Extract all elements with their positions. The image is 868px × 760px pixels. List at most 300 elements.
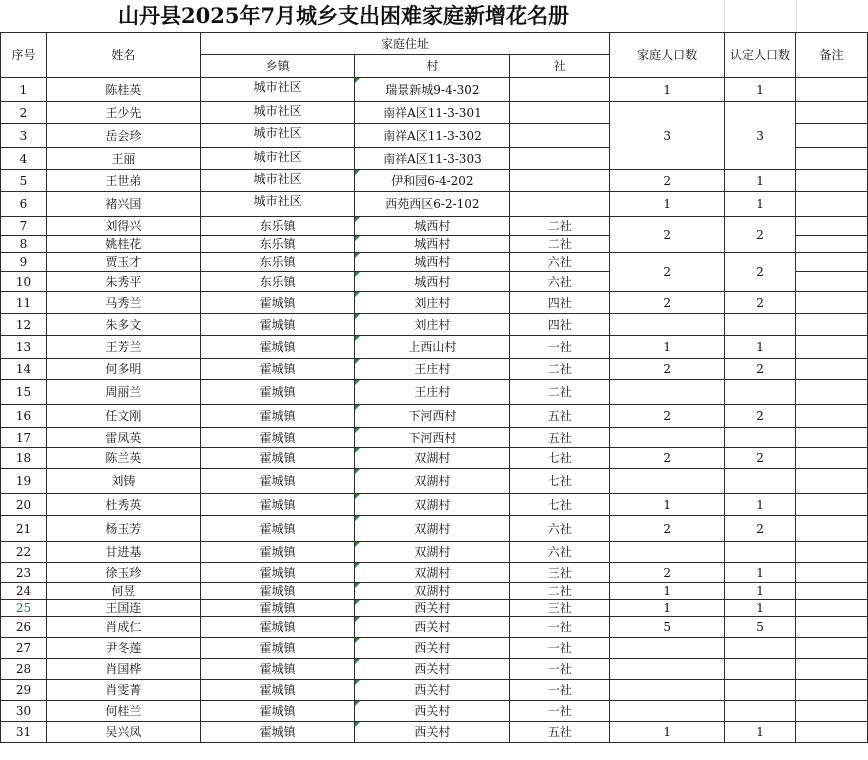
row-community[interactable]: 四社 <box>510 314 610 336</box>
row-village-text: 南祥A区11-3-302 <box>383 128 482 143</box>
row-recognized-size[interactable] <box>725 638 796 659</box>
row-remarks[interactable] <box>796 192 868 217</box>
row-community[interactable]: 六社 <box>510 516 610 542</box>
row-recognized-size[interactable] <box>725 542 796 563</box>
table-row[interactable] <box>1 469 868 494</box>
row-township[interactable]: 城市社区 <box>200 102 355 124</box>
row-village[interactable] <box>355 148 510 170</box>
row-township[interactable]: 霍城镇 <box>200 600 355 617</box>
row-family-size[interactable]: 3 <box>610 102 725 170</box>
row-family-size[interactable]: 2 <box>610 448 725 469</box>
cell-marker-icon <box>355 516 360 521</box>
table-row[interactable] <box>1 659 868 680</box>
row-village-text: 王庄村 <box>414 385 451 399</box>
row-name[interactable]: 尹冬莲 <box>46 638 200 659</box>
row-name[interactable]: 周丽兰 <box>46 380 200 405</box>
row-township[interactable]: 霍城镇 <box>200 336 355 359</box>
row-village[interactable] <box>355 253 510 272</box>
row-community[interactable] <box>510 170 610 192</box>
row-community[interactable]: 七社 <box>510 494 610 516</box>
row-township[interactable]: 霍城镇 <box>200 722 355 743</box>
row-community[interactable]: 三社 <box>510 563 610 583</box>
row-recognized-size[interactable] <box>725 659 796 680</box>
row-community[interactable] <box>510 148 610 170</box>
row-name[interactable]: 岳会珍 <box>46 124 200 148</box>
row-township[interactable]: 霍城镇 <box>200 494 355 516</box>
row-remarks[interactable] <box>796 380 868 405</box>
row-village[interactable] <box>355 405 510 428</box>
row-family-size[interactable] <box>610 638 725 659</box>
row-remarks[interactable] <box>796 336 868 359</box>
row-name[interactable]: 陈兰英 <box>46 448 200 469</box>
row-recognized-size[interactable]: 1 <box>725 600 796 617</box>
row-family-size[interactable] <box>610 659 725 680</box>
row-seq[interactable]: 16 <box>1 405 47 428</box>
row-name[interactable]: 刘得兴 <box>46 217 200 236</box>
header-address[interactable]: 家庭住址 <box>200 33 610 55</box>
row-township[interactable]: 城市社区 <box>200 148 355 170</box>
row-village[interactable] <box>355 617 510 638</box>
row-community[interactable]: 二社 <box>510 380 610 405</box>
row-village[interactable] <box>355 469 510 494</box>
row-remarks[interactable] <box>796 428 868 448</box>
row-community[interactable] <box>510 124 610 148</box>
row-recognized-size[interactable] <box>725 314 796 336</box>
row-seq[interactable]: 18 <box>1 448 47 469</box>
table-row[interactable] <box>1 217 868 236</box>
row-remarks[interactable] <box>796 78 868 102</box>
row-family-size[interactable]: 1 <box>610 78 725 102</box>
row-family-size[interactable] <box>610 314 725 336</box>
cell-marker-icon <box>355 659 360 664</box>
row-village[interactable] <box>355 542 510 563</box>
row-remarks[interactable] <box>796 542 868 563</box>
row-name[interactable]: 肖雯菁 <box>46 680 200 701</box>
table-row[interactable] <box>1 314 868 336</box>
row-remarks[interactable] <box>796 236 868 253</box>
row-village[interactable] <box>355 78 510 102</box>
row-village[interactable] <box>355 272 510 292</box>
row-seq[interactable]: 10 <box>1 272 47 292</box>
row-community[interactable]: 三社 <box>510 600 610 617</box>
row-seq[interactable]: 29 <box>1 680 47 701</box>
row-township[interactable]: 霍城镇 <box>200 314 355 336</box>
row-township[interactable]: 霍城镇 <box>200 292 355 314</box>
row-seq[interactable]: 11 <box>1 292 47 314</box>
row-recognized-size[interactable]: 2 <box>725 448 796 469</box>
row-remarks[interactable] <box>796 405 868 428</box>
row-village[interactable] <box>355 292 510 314</box>
row-seq[interactable]: 21 <box>1 516 47 542</box>
row-seq[interactable]: 5 <box>1 170 47 192</box>
row-seq[interactable]: 13 <box>1 336 47 359</box>
row-seq[interactable]: 1 <box>1 78 47 102</box>
table-row[interactable] <box>1 600 868 617</box>
table-row[interactable] <box>1 563 868 583</box>
row-remarks[interactable] <box>796 701 868 722</box>
row-township[interactable]: 城市社区 <box>200 170 355 192</box>
table-row[interactable] <box>1 448 868 469</box>
row-township[interactable]: 霍城镇 <box>200 428 355 448</box>
row-recognized-size[interactable]: 1 <box>725 583 796 600</box>
table-row[interactable] <box>1 542 868 563</box>
row-township[interactable]: 霍城镇 <box>200 680 355 701</box>
row-community[interactable]: 一社 <box>510 336 610 359</box>
row-seq[interactable]: 22 <box>1 542 47 563</box>
row-seq[interactable]: 26 <box>1 617 47 638</box>
row-family-size[interactable]: 2 <box>610 292 725 314</box>
row-recognized-size[interactable]: 2 <box>725 359 796 380</box>
row-family-size[interactable]: 2 <box>610 217 725 253</box>
cell-marker-icon <box>355 617 360 622</box>
row-name[interactable]: 吴兴凤 <box>46 722 200 743</box>
row-remarks[interactable] <box>796 253 868 272</box>
row-remarks[interactable] <box>796 314 868 336</box>
row-name[interactable]: 贾玉才 <box>46 253 200 272</box>
row-seq[interactable]: 9 <box>1 253 47 272</box>
row-name[interactable]: 刘铸 <box>46 469 200 494</box>
row-community[interactable]: 六社 <box>510 272 610 292</box>
row-name[interactable]: 何桂兰 <box>46 701 200 722</box>
row-remarks[interactable] <box>796 292 868 314</box>
title-gridline <box>796 0 797 32</box>
row-community[interactable]: 二社 <box>510 217 610 236</box>
row-recognized-size[interactable]: 2 <box>725 405 796 428</box>
row-community[interactable]: 五社 <box>510 405 610 428</box>
row-recognized-size[interactable]: 1 <box>725 336 796 359</box>
row-seq[interactable]: 23 <box>1 563 47 583</box>
row-seq[interactable]: 2 <box>1 102 47 124</box>
row-family-size[interactable]: 1 <box>610 192 725 217</box>
row-recognized-size[interactable]: 1 <box>725 192 796 217</box>
row-family-size[interactable]: 1 <box>610 494 725 516</box>
row-remarks[interactable] <box>796 494 868 516</box>
cell-marker-icon <box>355 170 360 175</box>
row-remarks[interactable] <box>796 638 868 659</box>
row-remarks[interactable] <box>796 722 868 743</box>
row-township[interactable]: 东乐镇 <box>200 236 355 253</box>
row-remarks[interactable] <box>796 272 868 292</box>
row-name[interactable]: 王芳兰 <box>46 336 200 359</box>
row-remarks[interactable] <box>796 563 868 583</box>
table-row[interactable] <box>1 516 868 542</box>
cell-marker-icon <box>355 680 360 685</box>
row-family-size[interactable]: 2 <box>610 170 725 192</box>
header-community[interactable]: 社 <box>510 55 610 78</box>
cell-marker-icon <box>355 542 360 547</box>
row-village[interactable] <box>355 336 510 359</box>
row-recognized-size[interactable]: 2 <box>725 516 796 542</box>
row-name[interactable]: 朱秀平 <box>46 272 200 292</box>
row-remarks[interactable] <box>796 124 868 148</box>
row-village[interactable] <box>355 359 510 380</box>
header-family-size[interactable]: 家庭人口数 <box>610 33 725 78</box>
row-recognized-size[interactable]: 3 <box>725 102 796 170</box>
row-village[interactable] <box>355 314 510 336</box>
row-village[interactable] <box>355 638 510 659</box>
row-family-size[interactable]: 2 <box>610 563 725 583</box>
row-village[interactable] <box>355 516 510 542</box>
table-row[interactable] <box>1 494 868 516</box>
row-village[interactable] <box>355 583 510 600</box>
row-seq[interactable]: 12 <box>1 314 47 336</box>
row-recognized-size[interactable]: 2 <box>725 292 796 314</box>
row-seq[interactable]: 25 <box>1 600 47 617</box>
row-community[interactable]: 二社 <box>510 359 610 380</box>
row-township[interactable]: 霍城镇 <box>200 659 355 680</box>
row-village[interactable] <box>355 722 510 743</box>
row-township[interactable]: 东乐镇 <box>200 253 355 272</box>
row-township[interactable]: 霍城镇 <box>200 563 355 583</box>
row-name[interactable]: 甘进基 <box>46 542 200 563</box>
row-family-size[interactable]: 2 <box>610 359 725 380</box>
row-recognized-size[interactable] <box>725 428 796 448</box>
row-family-size[interactable]: 1 <box>610 600 725 617</box>
row-community[interactable]: 六社 <box>510 253 610 272</box>
row-village-text: 城西村 <box>414 219 451 233</box>
row-township[interactable]: 霍城镇 <box>200 638 355 659</box>
row-family-size[interactable] <box>610 680 725 701</box>
row-seq[interactable]: 7 <box>1 217 47 236</box>
table-row[interactable] <box>1 617 868 638</box>
row-village-text: 刘庄村 <box>414 295 451 310</box>
row-name[interactable]: 任文刚 <box>46 405 200 428</box>
row-township[interactable]: 霍城镇 <box>200 469 355 494</box>
cell-marker-icon <box>355 638 360 643</box>
row-village-text: 西关村 <box>414 601 451 615</box>
row-name[interactable]: 杨玉芳 <box>46 516 200 542</box>
row-seq[interactable]: 8 <box>1 236 47 253</box>
row-community[interactable]: 二社 <box>510 583 610 600</box>
row-family-size[interactable] <box>610 380 725 405</box>
row-community[interactable]: 一社 <box>510 659 610 680</box>
row-seq[interactable]: 3 <box>1 124 47 148</box>
row-family-size[interactable]: 1 <box>610 722 725 743</box>
row-name[interactable]: 朱多文 <box>46 314 200 336</box>
table-row[interactable] <box>1 192 868 217</box>
row-remarks[interactable] <box>796 217 868 236</box>
table-row[interactable] <box>1 405 868 428</box>
row-township[interactable]: 霍城镇 <box>200 516 355 542</box>
row-community[interactable]: 一社 <box>510 701 610 722</box>
row-name[interactable]: 何昱 <box>46 583 200 600</box>
row-village[interactable] <box>355 217 510 236</box>
row-community[interactable] <box>510 192 610 217</box>
table-row[interactable] <box>1 359 868 380</box>
row-township[interactable]: 东乐镇 <box>200 217 355 236</box>
row-family-size[interactable] <box>610 701 725 722</box>
row-township[interactable]: 霍城镇 <box>200 359 355 380</box>
row-remarks[interactable] <box>796 659 868 680</box>
row-name[interactable]: 王丽 <box>46 148 200 170</box>
row-remarks[interactable] <box>796 148 868 170</box>
row-recognized-size[interactable]: 5 <box>725 617 796 638</box>
row-seq[interactable]: 19 <box>1 469 47 494</box>
header-village[interactable]: 村 <box>355 55 510 78</box>
table-row[interactable] <box>1 292 868 314</box>
row-recognized-size[interactable] <box>725 680 796 701</box>
row-township[interactable]: 霍城镇 <box>200 583 355 600</box>
table-row[interactable] <box>1 380 868 405</box>
row-village[interactable] <box>355 563 510 583</box>
row-recognized-size[interactable]: 1 <box>725 722 796 743</box>
row-village[interactable] <box>355 192 510 217</box>
row-village[interactable] <box>355 680 510 701</box>
row-township[interactable]: 霍城镇 <box>200 380 355 405</box>
row-township[interactable]: 东乐镇 <box>200 272 355 292</box>
row-village[interactable] <box>355 600 510 617</box>
row-community[interactable]: 五社 <box>510 428 610 448</box>
row-family-size[interactable]: 1 <box>610 583 725 600</box>
row-village[interactable] <box>355 428 510 448</box>
row-community[interactable]: 一社 <box>510 617 610 638</box>
row-community[interactable]: 七社 <box>510 448 610 469</box>
row-village[interactable] <box>355 124 510 148</box>
row-remarks[interactable] <box>796 359 868 380</box>
row-township[interactable]: 城市社区 <box>200 78 355 102</box>
row-recognized-size[interactable]: 1 <box>725 494 796 516</box>
row-remarks[interactable] <box>796 617 868 638</box>
row-community[interactable]: 二社 <box>510 236 610 253</box>
row-village[interactable] <box>355 659 510 680</box>
row-village-text: 南祥A区11-3-301 <box>383 105 482 120</box>
row-seq[interactable]: 24 <box>1 583 47 600</box>
row-village-text: 双湖村 <box>414 497 451 512</box>
row-township[interactable]: 霍城镇 <box>200 448 355 469</box>
row-township[interactable]: 霍城镇 <box>200 701 355 722</box>
header-seq[interactable]: 序号 <box>1 33 47 78</box>
row-family-size[interactable] <box>610 542 725 563</box>
row-community[interactable] <box>510 78 610 102</box>
row-community[interactable]: 一社 <box>510 638 610 659</box>
row-recognized-size[interactable] <box>725 380 796 405</box>
row-family-size[interactable] <box>610 428 725 448</box>
row-community[interactable]: 六社 <box>510 542 610 563</box>
row-family-size[interactable]: 2 <box>610 253 725 292</box>
row-seq[interactable]: 4 <box>1 148 47 170</box>
row-village-text: 上西山村 <box>408 340 457 354</box>
row-community[interactable] <box>510 102 610 124</box>
row-seq[interactable]: 27 <box>1 638 47 659</box>
row-community[interactable]: 七社 <box>510 469 610 494</box>
row-name[interactable]: 王世弟 <box>46 170 200 192</box>
row-family-size[interactable]: 5 <box>610 617 725 638</box>
row-remarks[interactable] <box>796 469 868 494</box>
row-township[interactable]: 霍城镇 <box>200 542 355 563</box>
table-row[interactable] <box>1 78 868 102</box>
table-row[interactable] <box>1 701 868 722</box>
row-village[interactable] <box>355 170 510 192</box>
row-remarks[interactable] <box>796 680 868 701</box>
header-name[interactable]: 姓名 <box>46 33 200 78</box>
row-recognized-size[interactable] <box>725 469 796 494</box>
header-township[interactable]: 乡镇 <box>200 55 355 78</box>
row-recognized-size[interactable]: 1 <box>725 563 796 583</box>
row-seq[interactable]: 6 <box>1 192 47 217</box>
table-row[interactable] <box>1 102 868 124</box>
row-family-size[interactable] <box>610 469 725 494</box>
row-village-text: 西关村 <box>414 704 451 718</box>
row-recognized-size[interactable] <box>725 701 796 722</box>
row-township[interactable]: 霍城镇 <box>200 617 355 638</box>
row-remarks[interactable] <box>796 170 868 192</box>
row-name[interactable]: 肖国桦 <box>46 659 200 680</box>
row-community[interactable]: 五社 <box>510 722 610 743</box>
row-township[interactable]: 霍城镇 <box>200 405 355 428</box>
row-village[interactable] <box>355 701 510 722</box>
row-community[interactable]: 一社 <box>510 680 610 701</box>
cell-marker-icon <box>355 78 360 83</box>
row-name[interactable]: 何多明 <box>46 359 200 380</box>
row-family-size[interactable]: 1 <box>610 336 725 359</box>
row-family-size[interactable]: 2 <box>610 516 725 542</box>
header-remarks[interactable]: 备注 <box>796 33 868 78</box>
row-name[interactable]: 雷凤英 <box>46 428 200 448</box>
row-name[interactable]: 王少先 <box>46 102 200 124</box>
row-township[interactable]: 城市社区 <box>200 192 355 217</box>
row-remarks[interactable] <box>796 102 868 124</box>
cell-marker-icon <box>355 494 360 499</box>
table-row[interactable] <box>1 170 868 192</box>
row-seq[interactable]: 15 <box>1 380 47 405</box>
row-remarks[interactable] <box>796 600 868 617</box>
row-recognized-size[interactable]: 1 <box>725 78 796 102</box>
table-row[interactable] <box>1 253 868 272</box>
row-name[interactable]: 陈桂英 <box>46 78 200 102</box>
row-village[interactable] <box>355 236 510 253</box>
row-seq[interactable]: 17 <box>1 428 47 448</box>
row-name[interactable]: 马秀兰 <box>46 292 200 314</box>
row-village[interactable] <box>355 448 510 469</box>
row-recognized-size[interactable]: 2 <box>725 253 796 292</box>
row-recognized-size[interactable]: 2 <box>725 217 796 253</box>
row-recognized-size[interactable]: 1 <box>725 170 796 192</box>
table-row[interactable] <box>1 638 868 659</box>
table-row[interactable] <box>1 428 868 448</box>
row-seq[interactable]: 31 <box>1 722 47 743</box>
row-seq[interactable]: 30 <box>1 701 47 722</box>
row-village-text: 南祥A区11-3-303 <box>383 151 482 166</box>
row-village-text: 西关村 <box>414 725 451 739</box>
row-community[interactable]: 四社 <box>510 292 610 314</box>
row-township[interactable]: 城市社区 <box>200 124 355 148</box>
table-row[interactable] <box>1 336 868 359</box>
table-row[interactable] <box>1 722 868 743</box>
row-village[interactable] <box>355 102 510 124</box>
row-name[interactable]: 肖成仁 <box>46 617 200 638</box>
header-recognized-size[interactable]: 认定人口数 <box>725 33 796 78</box>
row-remarks[interactable] <box>796 516 868 542</box>
row-village-text: 双湖村 <box>414 545 451 559</box>
row-seq[interactable]: 20 <box>1 494 47 516</box>
row-remarks[interactable] <box>796 448 868 469</box>
row-remarks[interactable] <box>796 583 868 600</box>
row-village[interactable] <box>355 494 510 516</box>
table-row[interactable] <box>1 680 868 701</box>
row-name[interactable]: 杜秀英 <box>46 494 200 516</box>
row-name[interactable]: 王国连 <box>46 600 200 617</box>
table-row[interactable] <box>1 583 868 600</box>
row-seq[interactable]: 14 <box>1 359 47 380</box>
row-village-text: 城西村 <box>414 255 451 269</box>
row-village[interactable] <box>355 380 510 405</box>
row-family-size[interactable]: 2 <box>610 405 725 428</box>
row-name[interactable]: 褚兴国 <box>46 192 200 217</box>
row-name[interactable]: 徐玉珍 <box>46 563 200 583</box>
cell-marker-icon <box>355 722 360 727</box>
row-seq[interactable]: 28 <box>1 659 47 680</box>
row-name[interactable]: 姚桂花 <box>46 236 200 253</box>
